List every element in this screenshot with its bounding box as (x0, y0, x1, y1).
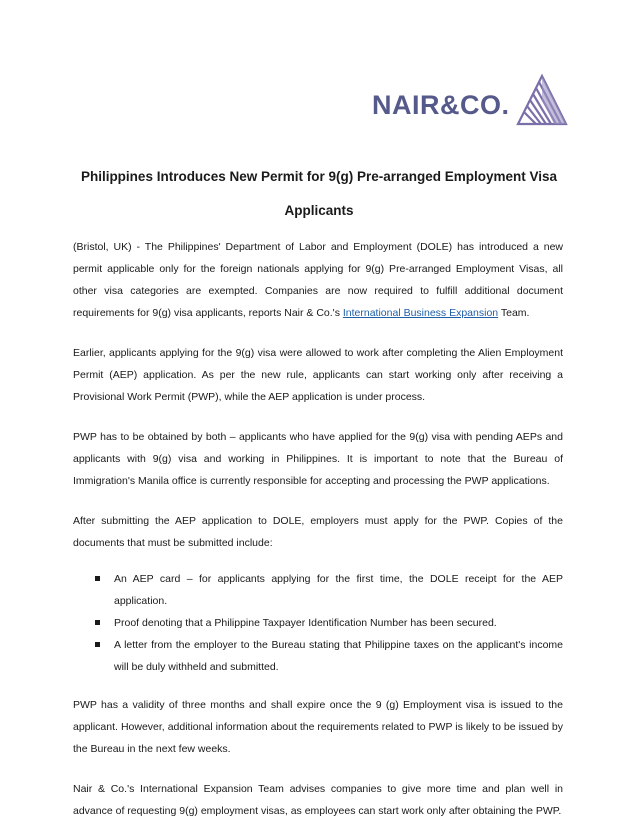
paragraph-pwp-requirement: PWP has to be obtained by both – applicants who have applied for the 9(g) visa with pending AEPs and applicants with 9(g) visa and working in Philippines. It is important to note that the Bureau of Immigration's Manila office is currently responsible for accepting and processing the PWP applications. (73, 431, 563, 487)
paragraph-intro (73, 236, 563, 324)
paragraph-intro-text: (Bristol, UK) - The Philippines' Department of Labor and Employment (DOLE) has introduced a new permit applicable only for the foreign nationals applying for 9(g) Pre-arranged Employment Visas, all other visa categories are exempted. Companies are now required to fulfill additional document requirements for 9(g) visa applicants, reports Nair & Co.'s (73, 241, 563, 319)
logo-wordmark: NAIR&CO. (372, 90, 510, 120)
bullet-square-icon (95, 642, 100, 647)
list-item (73, 634, 563, 678)
list-item-text: Proof denoting that a Philippine Taxpayer Identification Number has been secured. (114, 617, 497, 629)
company-logo (372, 72, 572, 132)
list-item (73, 568, 563, 612)
international-business-expansion-link[interactable]: International Business Expansion (342, 307, 499, 319)
paragraph-intro-tail: Team. (498, 307, 530, 319)
documents-list (73, 568, 563, 678)
list-item-text: A letter from the employer to the Bureau stating that Philippine taxes on the applicant's income will be duly withheld and submitted. (114, 639, 563, 673)
article-title: Philippines Introduces New Permit for 9(g) Pre-arranged Employment Visa Applicants (80, 169, 558, 218)
paragraph-documents-intro: After submitting the AEP application to DOLE, employers must apply for the PWP. Copies of the documents that must be submitted include: (73, 515, 563, 549)
bullet-square-icon (95, 620, 100, 625)
article-body (73, 236, 563, 840)
logo-pyramid-icon (512, 72, 568, 130)
list-item (73, 612, 563, 634)
bullet-square-icon (95, 576, 100, 581)
paragraph-pwp-validity: PWP has a validity of three months and shall expire once the 9 (g) Employment visa is issued to the applicant. However, additional information about the requirements related to PWP is likely to be issued by the Bureau in the next few weeks. (73, 699, 563, 755)
list-item-text: An AEP card – for applicants applying for the first time, the DOLE receipt for the AEP application. (114, 573, 563, 607)
paragraph-earlier-rule: Earlier, applicants applying for the 9(g) visa were allowed to work after completing the Alien Employment Permit (AEP) application. As per the new rule, applicants can start working only after receiving a Provisional Work Permit (PWP), while the AEP application is under process. (73, 347, 563, 403)
paragraph-advice: Nair & Co.'s International Expansion Team advises companies to give more time and plan well in advance of requesting 9(g) employment visas, as employees can start work only after obtaining the PWP. (73, 783, 563, 817)
